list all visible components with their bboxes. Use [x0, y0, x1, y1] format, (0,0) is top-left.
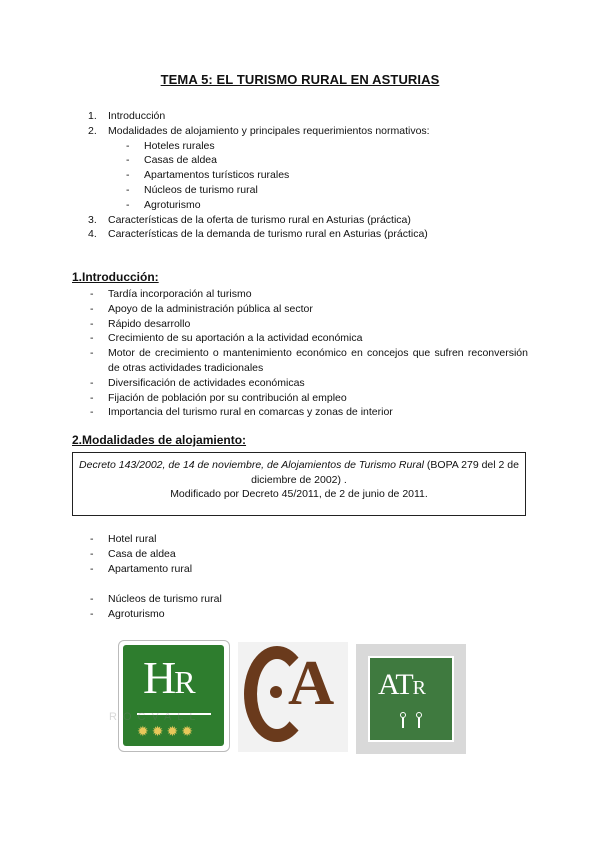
list-item: - Hotel rural	[90, 533, 157, 545]
list-item: - Diversificación de actividades económicas	[90, 376, 305, 389]
keys-icon	[398, 712, 430, 733]
casa-aldea-logo: A	[238, 642, 348, 752]
toc-item: 1. Introducción	[88, 110, 166, 122]
list-item: - Fijación de población por su contribución al empleo	[90, 391, 347, 404]
toc-subitem: - Núcleos de turismo rural	[126, 183, 258, 196]
list-item: - Motor de crecimiento o mantenimiento económico en concejos que sufren reconversión de otras actividades tradicionales	[90, 347, 528, 374]
toc-item: 3. Características de la oferta de turismo rural en Asturias (práctica)	[88, 213, 411, 226]
decree-box	[72, 452, 526, 516]
list-item: - Apartamento rural	[90, 562, 193, 575]
toc-subitem: - Casas de aldea	[126, 154, 217, 167]
section-heading-introduccion: 1.Introducción:	[72, 270, 159, 284]
toc-item: 4. Características de la demanda de turismo rural en Asturias (práctica)	[88, 228, 428, 241]
hotel-rural-logo: HR ✹✹✹✹ ROCVALL	[118, 640, 230, 752]
list-item: - Importancia del turismo rural en comarcas y zonas de interior	[90, 406, 393, 419]
toc-subitem: - Agroturismo	[126, 198, 201, 211]
introduccion-list	[90, 287, 528, 420]
list-item: - Apoyo de la administración pública al sector	[90, 302, 313, 315]
apartamento-rural-logo: ATR	[356, 644, 466, 754]
section-heading-modalidades: 2.Modalidades de alojamiento:	[72, 433, 247, 447]
logos-row	[109, 640, 468, 760]
alojamientos-list	[90, 532, 528, 576]
toc-subitem: - Hoteles rurales	[126, 139, 215, 152]
list-item: - Crecimiento de su aportación a la actividad económica	[90, 332, 363, 345]
list-item: - Tardía incorporación al turismo	[90, 288, 252, 300]
list-item: - Agroturismo	[90, 607, 165, 620]
list-item: - Casa de aldea	[90, 547, 176, 560]
stars-icon: ✹✹✹✹	[137, 723, 196, 739]
decree-line-2: Modificado por Decreto 45/2011, de 2 de junio de 2011.	[170, 488, 428, 501]
watermark: ROCVALL	[109, 711, 202, 723]
table-of-contents	[88, 109, 430, 242]
page-title: TEMA 5: EL TURISMO RURAL EN ASTURIAS	[160, 72, 440, 87]
toc-subitem: - Apartamentos turísticos rurales	[126, 169, 290, 182]
alojamientos-list-2	[90, 592, 528, 622]
list-item: - Núcleos de turismo rural	[90, 593, 222, 605]
decree-line-1: Decreto 143/2002, de 14 de noviembre, de Alojamientos de Turismo Rural (BOPA 279 del 2 de diciembre de 2002) .	[79, 459, 519, 486]
toc-item: 2. Modalidades de alojamiento y principales requerimientos normativos:	[88, 124, 430, 137]
list-item: - Rápido desarrollo	[90, 317, 191, 330]
